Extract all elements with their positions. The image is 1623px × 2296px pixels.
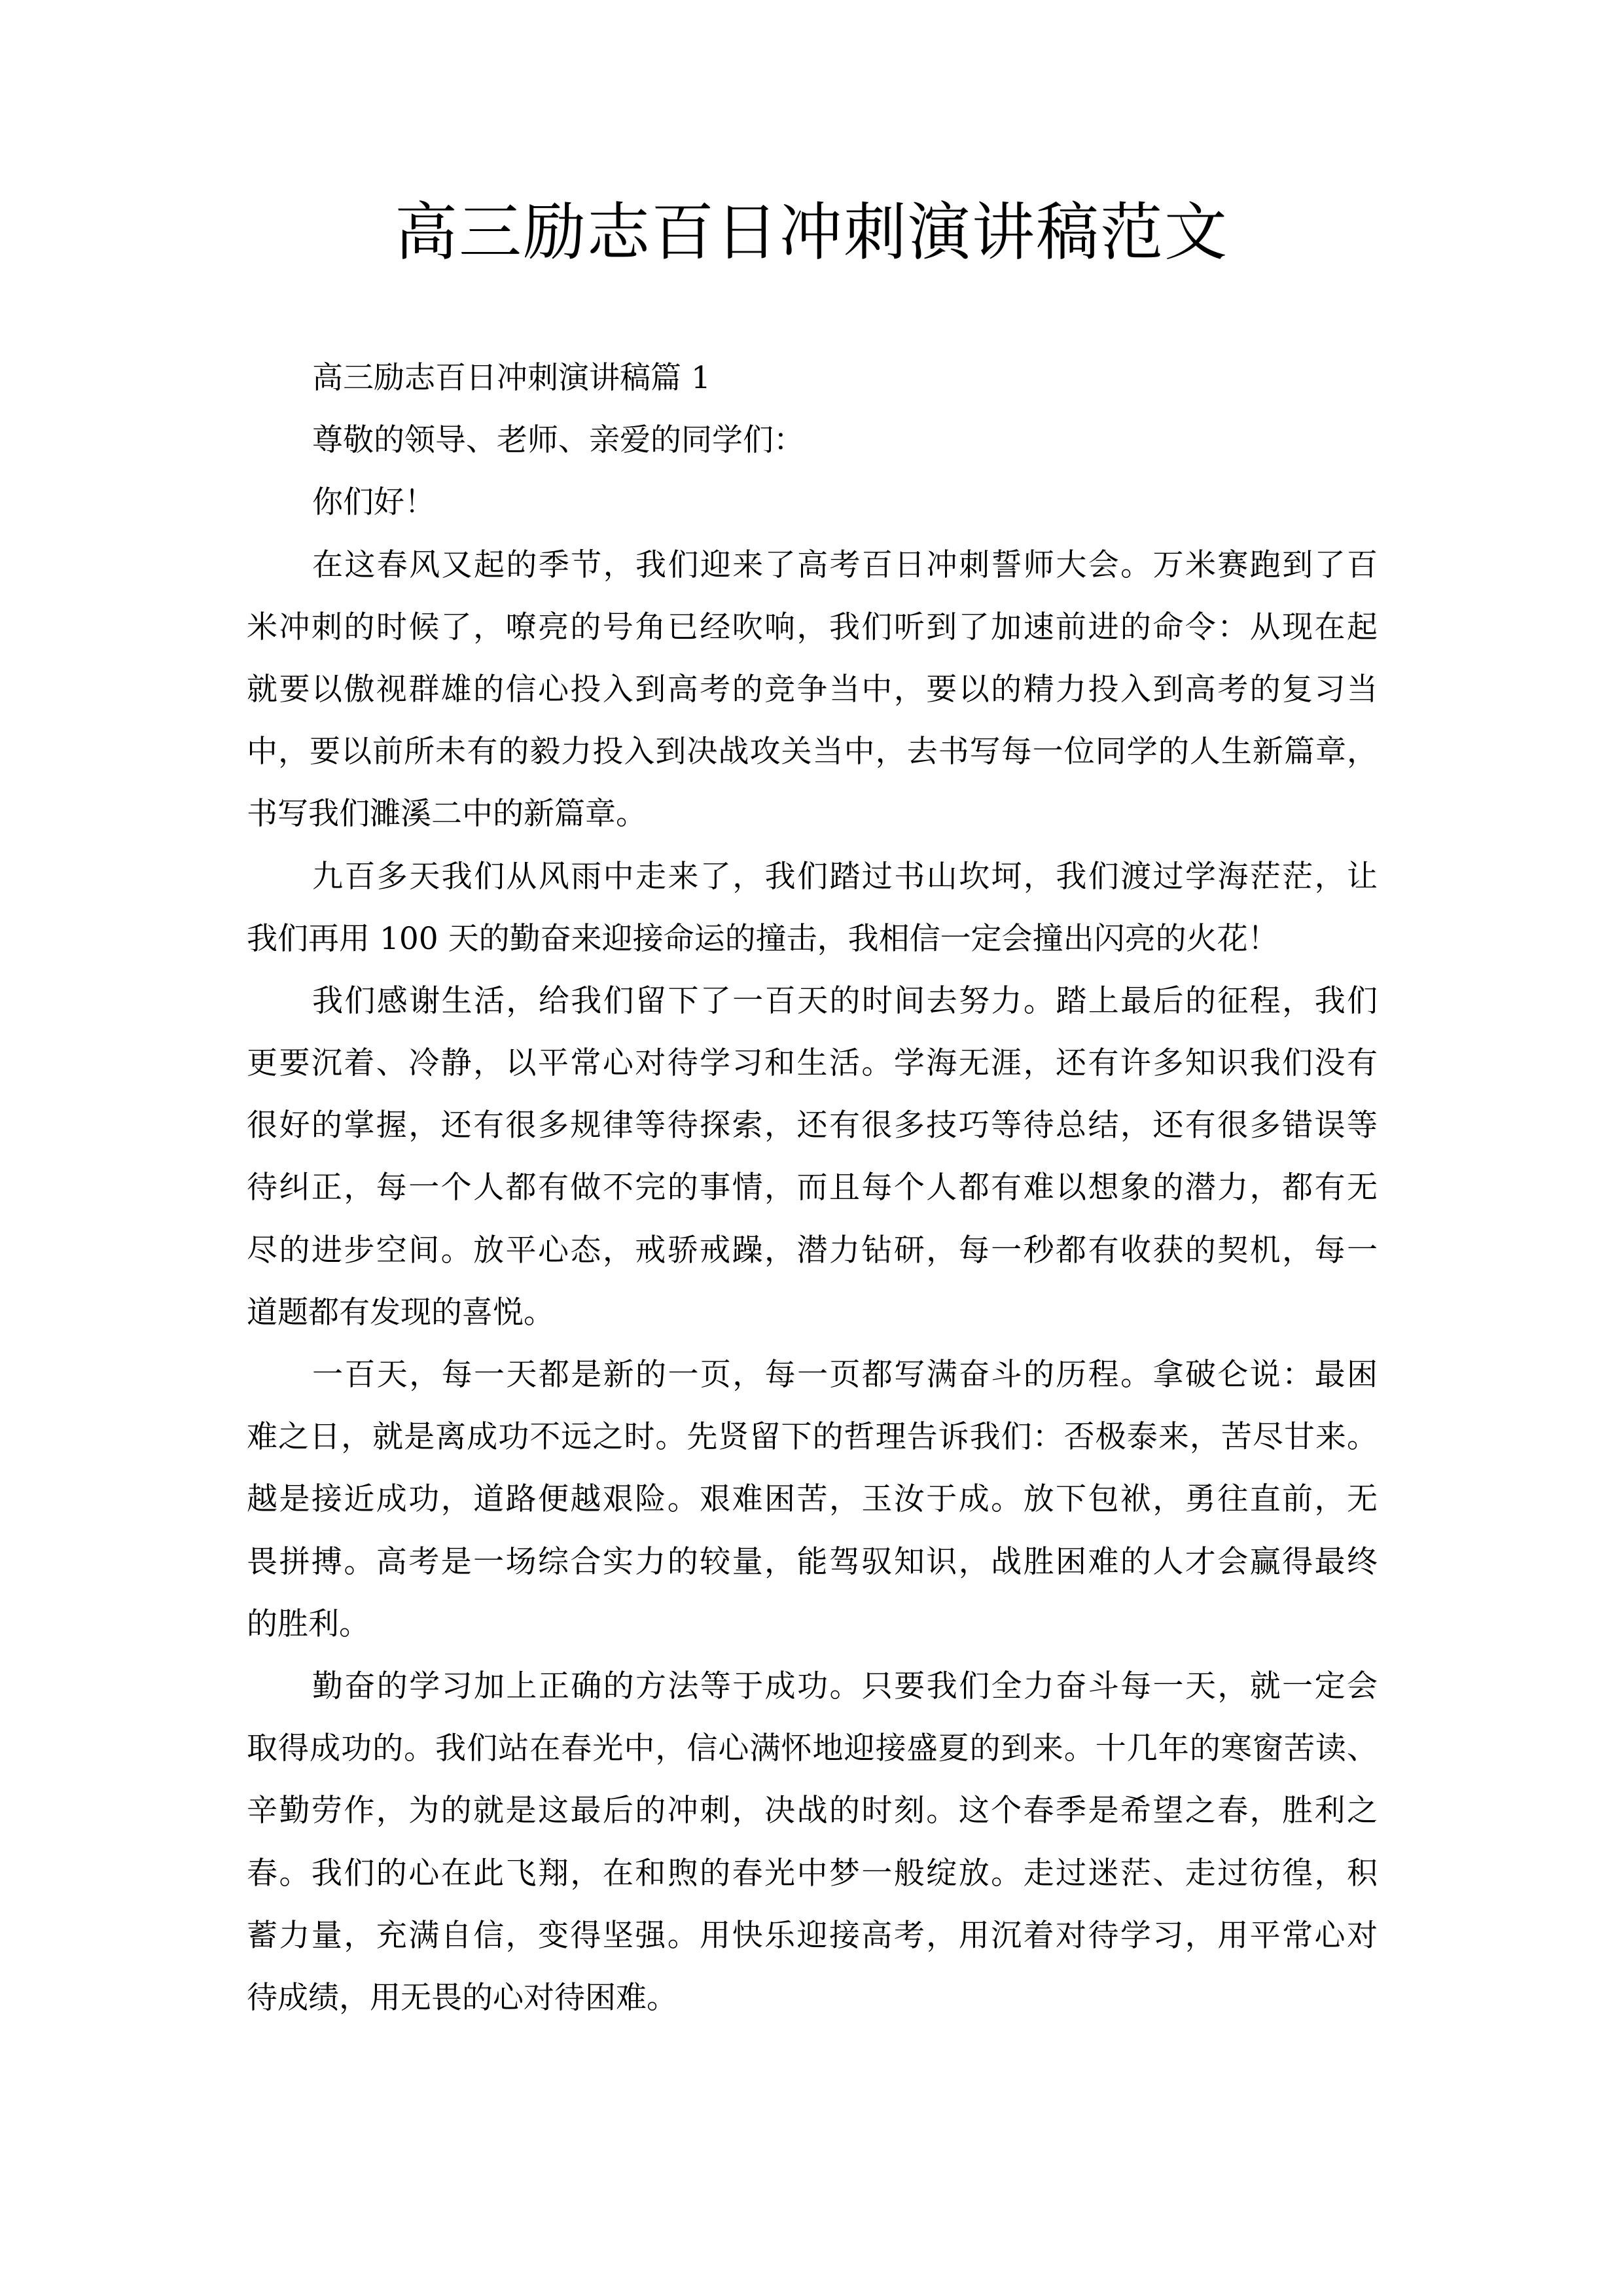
document-body	[247, 347, 1378, 2029]
text-line: 尽的进步空间。放平心态，戒骄戒躁，潜力钻研，每一秒都有收获的契机，每一	[247, 1232, 1380, 1268]
text-line: 书写我们濉溪二中的新篇章。	[247, 796, 647, 833]
text-line: 蓄力量，充满自信，变得坚强。用快乐迎接高考，用沉着对待学习，用平常心对	[247, 1917, 1380, 1954]
text-line: 更要沉着、冷静，以平常心对待学习和生活。学海无涯，还有许多知识我们没有	[247, 1045, 1380, 1082]
text-line: 我们感谢生活，给我们留下了一百天的时间去努力。踏上最后的征程，我们	[312, 982, 1380, 1019]
text-line: 一百天，每一天都是新的一页，每一页都写满奋斗的历程。拿破仑说：最困	[312, 1357, 1380, 1393]
text-line: 九百多天我们从风雨中走来了，我们踏过书山坎坷，我们渡过学海茫茫，让	[312, 858, 1380, 895]
text-line: 春。我们的心在此飞翔，在和煦的春光中梦一般绽放。走过迷茫、走过彷徨，积	[247, 1855, 1380, 1892]
text-line: 取得成功的。我们站在春光中，信心满怀地迎接盛夏的到来。十几年的寒窗苦读、	[247, 1731, 1379, 1767]
text-line: 畏拼搏。高考是一场综合实力的较量，能驾驭知识，战胜困难的人才会赢得最终	[247, 1543, 1380, 1580]
text-line: 高三励志百日冲刺演讲稿篇 1	[312, 360, 711, 396]
text-line: 就要以傲视群雄的信心投入到高考的竞争当中，要以的精力投入到高考的复习当	[247, 671, 1380, 708]
document-title: 高三励志百日冲刺演讲稿范文	[395, 196, 1228, 269]
text-line: 勤奋的学习加上正确的方法等于成功。只要我们全力奋斗每一天，就一定会	[312, 1668, 1380, 1704]
text-line: 的胜利。	[247, 1605, 370, 1642]
text-line: 米冲刺的时候了，嘹亮的号角已经吹响，我们听到了加速前进的命令：从现在起	[247, 609, 1380, 645]
text-line: 很好的掌握，还有很多规律等待探索，还有很多技巧等待总结，还有很多错误等	[247, 1107, 1380, 1144]
text-line: 中，要以前所未有的毅力投入到决战攻关当中，去书写每一位同学的人生新篇章，	[247, 734, 1379, 770]
text-line: 尊敬的领导、老师、亲爱的同学们：	[312, 422, 804, 459]
text-line: 在这春风又起的季节，我们迎来了高考百日冲刺誓师大会。万米赛跑到了百	[312, 547, 1380, 583]
text-line: 道题都有发现的喜悦。	[247, 1294, 554, 1331]
text-line: 我们再用 100 天的勤奋来迎接命运的撞击，我相信一定会撞出闪亮的火花！	[247, 920, 1279, 957]
text-line: 辛勤劳作，为的就是这最后的冲刺，决战的时刻。这个春季是希望之春，胜利之	[247, 1793, 1380, 1829]
text-line: 越是接近成功，道路便越艰险。艰难困苦，玉汝于成。放下包袱，勇往直前，无	[247, 1481, 1380, 1518]
text-line: 难之日，就是离成功不远之时。先贤留下的哲理告诉我们：否极泰来，苦尽甘来。	[247, 1419, 1379, 1456]
text-line: 你们好！	[312, 484, 435, 521]
text-line: 待纠正，每一个人都有做不完的事情，而且每个人都有难以想象的潜力，都有无	[247, 1170, 1380, 1206]
text-line: 待成绩，用无畏的心对待困难。	[247, 1979, 677, 2016]
